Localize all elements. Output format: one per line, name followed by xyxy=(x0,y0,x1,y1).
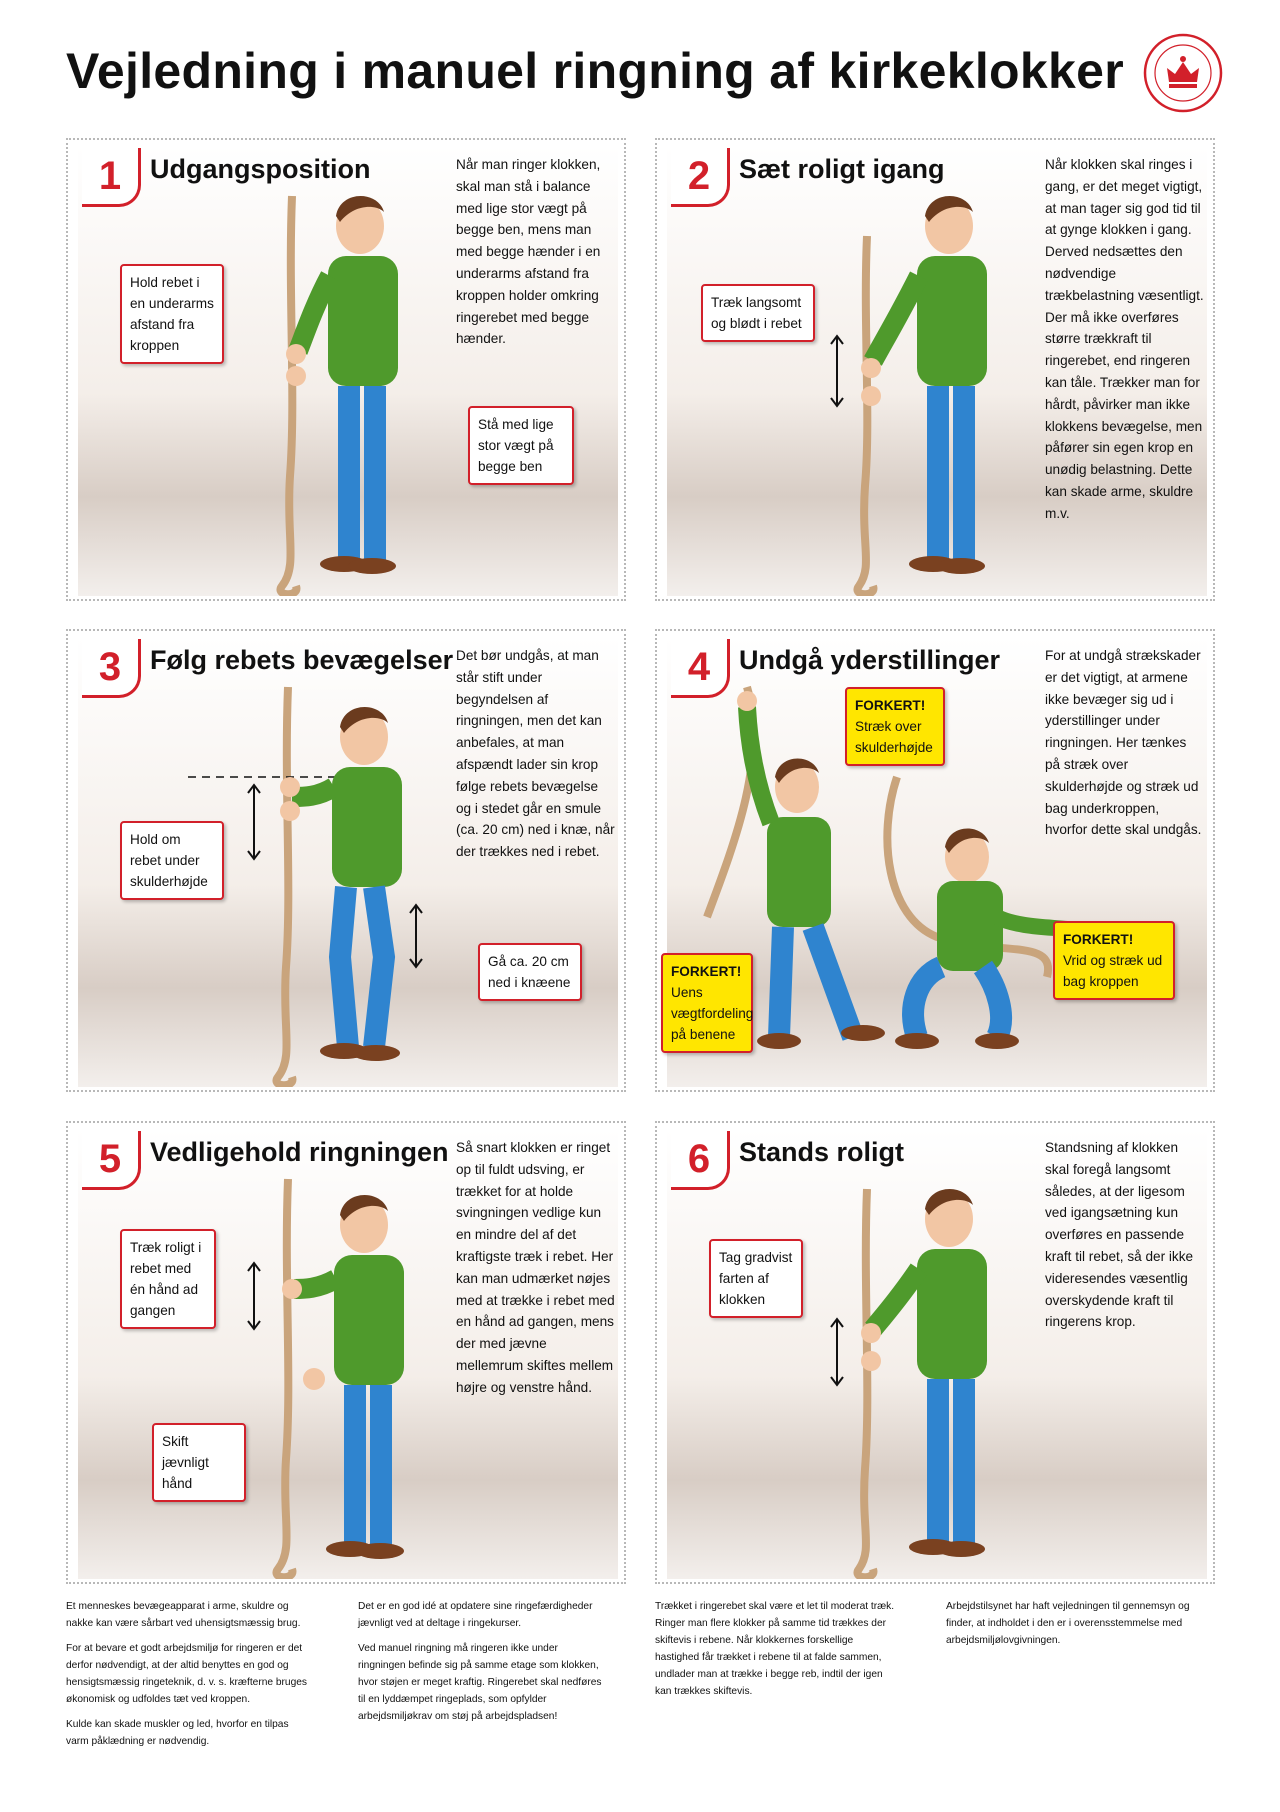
arbejdstilsynet-seal-icon xyxy=(1142,32,1224,114)
footer-paragraph: For at bevare et godt arbejdsmiljø for ringeren er det derfor nødvendigt, at der altid benyttes en god og hensigtsmæssig ringeteknik, d. v. s. kræfterne bruges økonomisk og udfoldes tæt ved kroppen. xyxy=(66,1643,308,1705)
panel-text: Så snart klokken er ringet op til fuldt udsving, er trækket for at holde svingningen vedlige kun en mindre del af det kraftigste træk i rebet. Her kan man udmærket nøjes med at trække i rebet med en hånd ad gangen, mens der med jævne mellemrum skiftes mellem højre og venstre hånd. xyxy=(456,1140,615,1395)
footer-paragraph: Trækket i ringerebet skal være et let til moderat træk. Ringer man flere klokker på samme tid trækkes der skiftevis i rebene. Når klokkernes forskellige hastighed får trækket i rebene til at falde sammen, undlader man at trække i begge reb, indtil der igen kan trækkes skiftevis. xyxy=(655,1601,895,1697)
panel-text: Når man ringer klokken, skal man stå i balance med lige stor vægt på begge ben, mens man med begge hænder i en underarms afstand fra kroppen holder omkring ringerebet med begge hænder. xyxy=(456,157,601,347)
panel-title: Følg rebets bevægelser xyxy=(150,645,454,675)
panel-number: 2 xyxy=(671,148,730,207)
footer-column-1 xyxy=(66,1598,311,1758)
footer-paragraph: Et menneskes bevægeapparat i arme, skuldre og nakke kan være sårbart ved uhensigtsmæssig brug. xyxy=(66,1601,301,1629)
panel-title: Vedligehold ringningen xyxy=(150,1137,449,1167)
panel-3 xyxy=(66,629,626,1092)
panel-number: 5 xyxy=(82,1131,141,1190)
panel-number: 1 xyxy=(82,148,141,207)
panel-text: For at undgå strækskader er det vigtigt, at armene ikke bevæger sig ud i yderstillinger under ringningen. Her tænkes på stræk over skulderhøjde og stræk ud bag underkroppen, hvorfor dette skal undgås. xyxy=(1045,648,1202,838)
callout: Hold om rebet under skulderhøjde xyxy=(120,821,224,900)
warning-callout xyxy=(1053,921,1175,1000)
footer-paragraph: Arbejdstilsynet har haft vejledningen til gennemsyn og finder, at indholdet i den er i overensstemmelse med arbejdsmiljølovgivningen. xyxy=(946,1601,1190,1646)
panel-text: Det bør undgås, at man står stift under begyndelsen af ringningen, men det kan anbefales, at man afspændt lader sin krop følge rebets bevægelse og i stedet går en smule (ca. 20 cm) ned i knæ, når der trækkes ned i rebet. xyxy=(456,648,615,860)
panel-2 xyxy=(655,138,1215,601)
panel-1 xyxy=(66,138,626,601)
warning-callout xyxy=(845,687,945,766)
panel-title: Undgå yderstillinger xyxy=(739,645,1001,675)
footer-column-3 xyxy=(655,1598,900,1708)
warning-text: Vrid og stræk ud bag kroppen xyxy=(1063,953,1163,989)
warning-label: FORKERT! xyxy=(1063,932,1134,947)
callout: Hold rebet i en underarms afstand fra kroppen xyxy=(120,264,224,364)
panel-6 xyxy=(655,1121,1215,1584)
warning-label: FORKERT! xyxy=(855,698,926,713)
callout: Træk langsomt og blødt i rebet xyxy=(701,284,815,342)
footer-paragraph: Det er en god idé at opdatere sine ringefærdigheder jævnligt ved at deltage i ringekurser. xyxy=(358,1601,593,1629)
callout: Gå ca. 20 cm ned i knæene xyxy=(478,943,582,1001)
footer-column-2 xyxy=(358,1598,603,1733)
panel-text: Standsning af klokken skal foregå langsomt således, at der ligesom ved igangsætning kun overføres en passende kraft til rebet, så der ikke videresendes væsentlig overskydende kraft til ringerens krop. xyxy=(1045,1140,1194,1330)
panel-number: 3 xyxy=(82,639,141,698)
panel-title: Udgangsposition xyxy=(150,154,371,184)
page-title: Vejledning i manuel ringning af kirkeklokker xyxy=(66,43,1124,99)
callout: Skift jævnligt hånd xyxy=(152,1423,246,1502)
panel-number: 6 xyxy=(671,1131,730,1190)
callout: Træk roligt i rebet med én hånd ad gangen xyxy=(120,1229,216,1329)
panel-5 xyxy=(66,1121,626,1584)
warning-text: Uens vægtfordeling på benene xyxy=(671,985,754,1042)
panel-text: Når klokken skal ringes i gang, er det meget vigtigt, at man tager sig god tid til at gynge klokken i gang. Derved nedsættes den nødvendige trækbelastning væsentligt. Der må ikke overføres større trækkraft til ringerebet, end ringeren kan tåle. Trækker man for hårdt, påvirker man ikke klokkens bevægelse, men påfører sin egen krop en unødig belastning. Dette kan skade arme, skuldre m.v. xyxy=(1045,157,1204,521)
panel-number: 4 xyxy=(671,639,730,698)
warning-text: Stræk over skulderhøjde xyxy=(855,719,933,755)
callout: Stå med lige stor vægt på begge ben xyxy=(468,406,574,485)
footer-paragraph: Ved manuel ringning må ringeren ikke under ringningen befinde sig på samme etage som klokken, hvor støjen er meget kraftig. Ringerebet skal nedføres til en lyddæmpet ringeplads, som opfylder arbejdsmiljøkrav om støj på arbejdspladsen! xyxy=(358,1643,602,1722)
panel-title: Sæt roligt igang xyxy=(739,154,945,184)
callout: Tag gradvist farten af klokken xyxy=(709,1239,803,1318)
panel-4 xyxy=(655,629,1215,1092)
panel-title: Stands roligt xyxy=(739,1137,905,1167)
footer-column-4 xyxy=(946,1598,1191,1657)
warning-label: FORKERT! xyxy=(671,964,742,979)
footer-paragraph: Kulde kan skade muskler og led, hvorfor en tilpas varm påklædning er nødvendig. xyxy=(66,1719,289,1747)
warning-callout xyxy=(661,953,753,1053)
